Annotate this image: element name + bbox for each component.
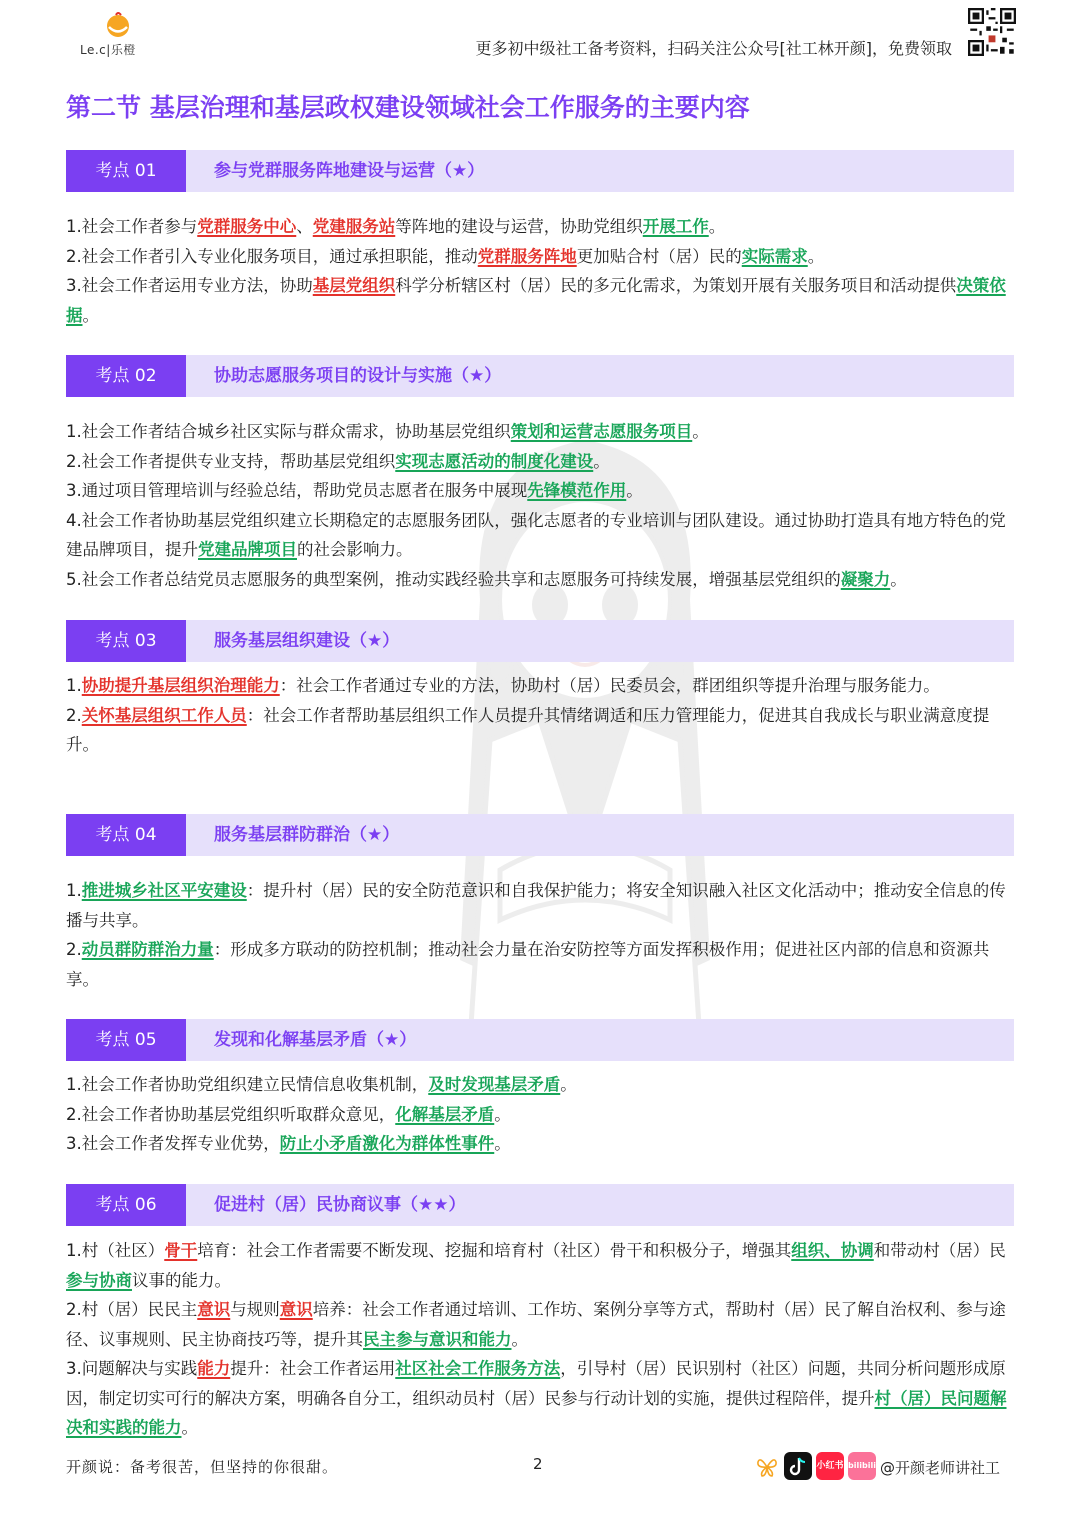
paragraph	[66, 271, 1014, 330]
header-promo-text: 更多初中级社工备考资料，扫码关注公众号[社工林开颜]，免费领取	[475, 39, 952, 58]
section-tag: 考点 05	[66, 1019, 186, 1061]
paragraph	[66, 1354, 1014, 1443]
key-term-green: 社区社会工作服务方法	[395, 1359, 561, 1378]
section-title: 促进村（居）民协商议事（★★）	[214, 1195, 466, 1215]
author-handle: @开颜老师讲社工	[880, 1459, 1001, 1477]
text-run: 1.	[66, 676, 82, 695]
key-term-red: 基层党组织	[312, 276, 396, 295]
text-run: 更加贴合村（居）民的	[576, 246, 742, 266]
key-term-green: 防止小矛盾激化为群体性事件	[279, 1134, 495, 1153]
section-header-03	[66, 620, 1014, 662]
text-run: 培养：社会工作者通过培训、工作坊、案例分享等方式，帮助村（居）民了解自治权利、参与途径、议事规则、民主协商技巧等，提升其	[66, 1300, 1006, 1349]
xiaohongshu-icon[interactable]: 小红书	[816, 1452, 844, 1480]
key-term-red: 党建服务站	[312, 217, 396, 236]
text-run: 与规则	[230, 1300, 280, 1319]
text-run: 议事的能力。	[132, 1270, 231, 1290]
page-header	[0, 0, 1080, 72]
text-run: 1.社会工作者协助党组织建立民情信息收集机制，	[66, 1075, 429, 1094]
paragraph	[66, 1236, 1014, 1295]
key-term-green: 参与协商	[66, 1270, 132, 1290]
section-tag: 考点 02	[66, 355, 186, 397]
text-run: 。	[890, 569, 907, 589]
text-run: 1.村（社区）	[66, 1241, 165, 1260]
key-term-red: 意识	[197, 1300, 231, 1319]
paragraph	[66, 1070, 1014, 1100]
section-header-05	[66, 1019, 1014, 1061]
text-run: 。	[181, 1418, 198, 1437]
key-term-red: 党群服务阵地	[477, 246, 577, 266]
text-run: 1.社会工作者结合城乡社区实际与群众需求，协助基层党组织	[66, 422, 511, 441]
text-run: 和带动村（居）民	[873, 1241, 1006, 1260]
section-title: 服务基层群防群治（★）	[214, 825, 400, 845]
page-number: 2	[533, 1455, 543, 1473]
paragraph	[66, 506, 1014, 565]
key-term-red: 能力	[197, 1359, 231, 1378]
key-term-green: 民主参与意识和能力	[363, 1329, 512, 1349]
text-run: 。	[692, 422, 709, 441]
key-term-green: 化解基层矛盾	[395, 1104, 495, 1124]
text-run: 科学分析辖区村（居）民的多元化需求，为策划开展有关服务项目和活动提供	[395, 276, 957, 295]
section-header-01	[66, 150, 1014, 192]
key-term-red: 党群服务中心	[197, 217, 297, 236]
text-run: ：提升村（居）民的安全防范意识和自我保护能力；将安全知识融入社区文化活动中；推动安全信息的传播与共享。	[66, 881, 1006, 930]
sun-logo-icon	[100, 12, 136, 38]
text-run: 2.社会工作者提供专业支持，帮助基层党组织	[66, 451, 396, 471]
text-run: 2.	[66, 705, 82, 725]
text-run: 1.	[66, 881, 82, 900]
text-run: 3.社会工作者运用专业方法，协助	[66, 276, 313, 295]
text-run: 。	[708, 217, 726, 236]
page-title: 第二节 基层治理和基层政权建设领域社会工作服务的主要内容	[66, 93, 750, 122]
text-run: 的社会影响力。	[297, 540, 413, 559]
text-run: 2.社会工作者引入专业化服务项目，通过承担职能，推动	[66, 246, 478, 266]
key-term-green: 党建品牌项目	[198, 540, 297, 559]
text-run: 。	[593, 451, 610, 471]
paragraph	[66, 701, 1014, 760]
brand-logo	[78, 12, 158, 60]
text-run: 2.村（居）民民主	[66, 1300, 198, 1319]
key-term-red: 协助提升基层组织治理能力	[81, 676, 280, 695]
text-run: 2.	[66, 940, 82, 959]
paragraph	[66, 1100, 1014, 1130]
section-header-04	[66, 814, 1014, 856]
paragraph	[66, 212, 1014, 242]
paragraph	[66, 447, 1014, 477]
section-title: 协助志愿服务项目的设计与实施（★）	[214, 366, 502, 386]
section-body-04	[66, 876, 1014, 994]
key-term-green: 策划和运营志愿服务项目	[510, 422, 693, 441]
text-run: 。	[511, 1329, 528, 1349]
key-term-green: 开展工作	[642, 217, 709, 236]
key-term-green: 组织、协调	[791, 1241, 874, 1260]
text-run: 4.社会工作者协助基层党组织建立长期稳定的志愿服务团队，强化志愿者的专业培训与团队建设。通过协助打造具有地方特色的党建品牌项目，提升	[66, 510, 1006, 559]
section-tag: 考点 03	[66, 620, 186, 662]
key-term-green: 及时发现基层矛盾	[428, 1075, 561, 1094]
paragraph	[66, 565, 1014, 595]
text-run: 1.社会工作者参与	[66, 217, 198, 236]
section-tag: 考点 04	[66, 814, 186, 856]
text-run: ：形成多方联动的防控机制；推动社会力量在治安防控等方面发挥积极作用；促进社区内部的信息和资源共享。	[66, 940, 990, 989]
text-run: 等阵地的建设与运营，协助党组织	[395, 217, 643, 236]
key-term-red: 骨干	[164, 1241, 198, 1260]
text-run: 3.通过项目管理培训与经验总结，帮助党员志愿者在服务中展现	[66, 481, 528, 500]
section-tag: 考点 06	[66, 1184, 186, 1226]
paragraph	[66, 1295, 1014, 1354]
text-run: 、	[296, 217, 313, 236]
text-run: 2.社会工作者协助基层党组织听取群众意见，	[66, 1104, 396, 1124]
text-run: 。	[494, 1104, 511, 1124]
key-term-green: 实现志愿活动的制度化建设	[395, 451, 594, 471]
section-title: 发现和化解基层矛盾（★）	[214, 1030, 417, 1050]
paragraph	[66, 417, 1014, 447]
footer-slogan: 开颜说：备考很苦，但坚持的你很甜。	[66, 1458, 339, 1476]
paragraph	[66, 935, 1014, 994]
bilibili-icon[interactable]: bilibili	[848, 1452, 876, 1480]
text-run: 。	[807, 246, 825, 266]
key-term-green: 村（居）民问题解决和实践的能力	[66, 1388, 1007, 1437]
text-run: 培育：社会工作者需要不断发现、挖掘和培育村（社区）骨干和积极分子，增强其	[197, 1241, 792, 1260]
text-run: 。	[82, 305, 99, 325]
logo-text: Le.c|乐橙	[80, 43, 136, 57]
text-run: 。	[560, 1075, 577, 1094]
section-header-02	[66, 355, 1014, 397]
key-term-green: 决策依据	[66, 276, 1006, 325]
text-run: 。	[626, 481, 643, 500]
qr-code-icon[interactable]	[968, 8, 1016, 56]
section-body-05	[66, 1070, 1014, 1159]
section-title: 服务基层组织建设（★）	[214, 631, 400, 651]
key-term-green: 推进城乡社区平安建设	[81, 881, 247, 900]
key-term-red: 意识	[279, 1300, 313, 1319]
text-run: 提升：社会工作者运用	[230, 1359, 396, 1378]
text-run: 3.社会工作者发挥专业优势，	[66, 1134, 280, 1153]
key-term-green: 凝聚力	[840, 569, 891, 589]
text-run: ，引导村（居）民识别村（社区）问题，共同分析问题形成原因，制定切实可行的解决方案，明确各自分工，组织动员村（居）民参与行动计划的实施，提供过程陪伴，提升	[66, 1359, 1006, 1408]
butterfly-icon[interactable]	[756, 1456, 778, 1478]
key-term-green: 实际需求	[741, 246, 808, 266]
text-run: ：社会工作者通过专业的方法，协助村（居）民委员会，群团组织等提升治理与服务能力。	[279, 676, 940, 695]
text-run: ：社会工作者帮助基层组织工作人员提升其情绪调适和压力管理能力，促进其自我成长与职业满意度提升。	[66, 705, 990, 754]
text-run: 3.问题解决与实践	[66, 1359, 198, 1378]
paragraph	[66, 242, 1014, 272]
key-term-green: 先锋模范作用	[527, 481, 627, 500]
key-term-red: 关怀基层组织工作人员	[81, 705, 247, 725]
key-term-green: 动员群防群治力量	[81, 940, 214, 959]
douyin-icon[interactable]	[784, 1452, 812, 1480]
section-body-06	[66, 1236, 1014, 1443]
section-body-01	[66, 212, 1014, 330]
section-header-06	[66, 1184, 1014, 1226]
paragraph	[66, 876, 1014, 935]
paragraph	[66, 476, 1014, 506]
text-run: 。	[494, 1134, 511, 1153]
section-body-02	[66, 417, 1014, 594]
section-body-03	[66, 671, 1014, 760]
section-tag: 考点 01	[66, 150, 186, 192]
paragraph	[66, 671, 1014, 701]
paragraph	[66, 1129, 1014, 1159]
section-title: 参与党群服务阵地建设与运营（★）	[214, 161, 485, 181]
text-run: 5.社会工作者总结党员志愿服务的典型案例，推动实践经验共享和志愿服务可持续发展，增强基层党组织的	[66, 569, 841, 589]
